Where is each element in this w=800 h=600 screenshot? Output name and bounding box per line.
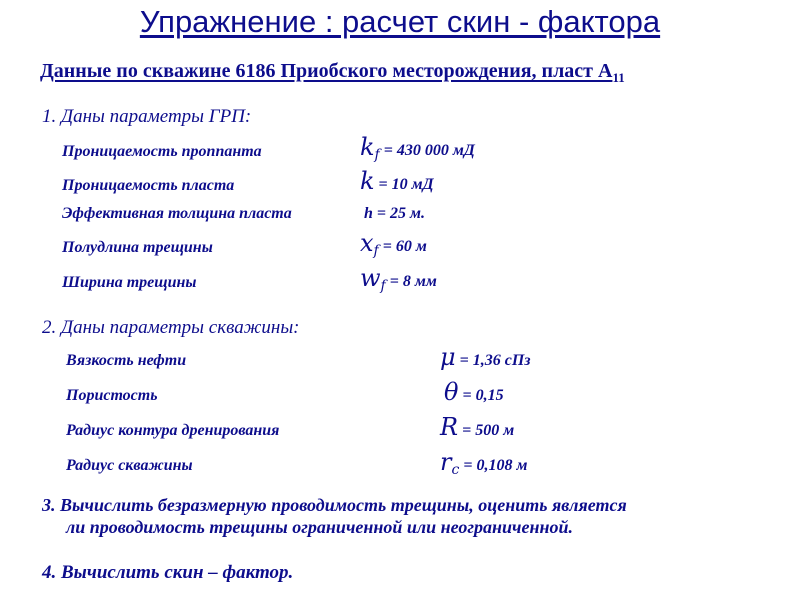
param-label-proppant-permeability: Проницаемость проппанта xyxy=(62,143,262,160)
param-label-oil-viscosity: Вязкость нефти xyxy=(66,352,187,369)
param-symbol-sub: f xyxy=(380,278,386,295)
param-value-proppant-permeability xyxy=(360,133,475,163)
step3-paragraph xyxy=(42,494,782,538)
param-value-porosity xyxy=(444,378,504,406)
param-symbol: h xyxy=(364,205,373,222)
param-value-text: = 1,36 сПз xyxy=(459,352,531,369)
param-value-formation-permeability xyxy=(360,167,434,195)
param-label-fracture-half-length: Полудлина трещины xyxy=(62,239,213,256)
subtitle-text: Данные по скважине 6186 Приобского месторождения, пласт А xyxy=(40,60,613,82)
param-label-drainage-radius: Радиус контура дренирования xyxy=(66,422,280,439)
param-symbol: x xyxy=(360,229,374,257)
param-label-well-radius: Радиус скважины xyxy=(66,457,193,474)
step3-line1: 3. Вычислить безразмерную проводимость трещины, оценить является xyxy=(42,495,627,515)
param-symbol-sub: f xyxy=(374,147,380,164)
param-symbol: θ xyxy=(444,378,459,406)
param-value-text: = 0,15 xyxy=(462,387,504,404)
param-value-text: = 60 м xyxy=(382,238,427,255)
param-symbol: r xyxy=(440,448,452,476)
param-symbol: μ xyxy=(440,343,456,371)
param-symbol-sub: f xyxy=(373,243,379,260)
param-label-porosity: Пористость xyxy=(66,387,158,404)
param-value-fracture-half-length xyxy=(360,229,427,259)
subtitle-subscript: 11 xyxy=(612,70,625,85)
param-value-text: = 25 м. xyxy=(376,205,425,222)
section2-heading: 2. Даны параметры скважины: xyxy=(42,317,300,338)
param-symbol: k xyxy=(360,167,375,195)
param-value-effective-thickness xyxy=(364,205,425,223)
param-label-effective-thickness: Эффективная толщина пласта xyxy=(62,205,292,222)
param-symbol: k xyxy=(360,133,375,161)
well-data-subtitle xyxy=(40,60,625,86)
param-value-well-radius xyxy=(440,448,527,478)
param-value-text: = 10 мД xyxy=(378,176,434,193)
param-symbol: w xyxy=(360,264,381,292)
section1-heading: 1. Даны параметры ГРП: xyxy=(42,106,252,127)
param-symbol-sub: c xyxy=(451,462,460,479)
param-symbol: R xyxy=(440,413,459,441)
param-value-text: = 500 м xyxy=(462,422,515,439)
step4-paragraph: 4. Вычислить скин – фактор. xyxy=(42,562,294,583)
param-value-fracture-width xyxy=(360,264,437,294)
page-title: Упражнение : расчет скин - фактора xyxy=(139,4,661,39)
param-value-text: = 8 мм xyxy=(389,273,437,290)
param-value-text: = 430 000 мД xyxy=(383,142,475,159)
param-value-oil-viscosity xyxy=(440,343,531,371)
param-value-drainage-radius xyxy=(440,413,514,441)
param-label-formation-permeability: Проницаемость пласта xyxy=(62,177,235,194)
param-label-fracture-width: Ширина трещины xyxy=(62,274,197,291)
step3-line2: ли проводимость трещины ограниченной или неограниченной. xyxy=(66,517,573,537)
param-value-text: = 0,108 м xyxy=(463,457,528,474)
